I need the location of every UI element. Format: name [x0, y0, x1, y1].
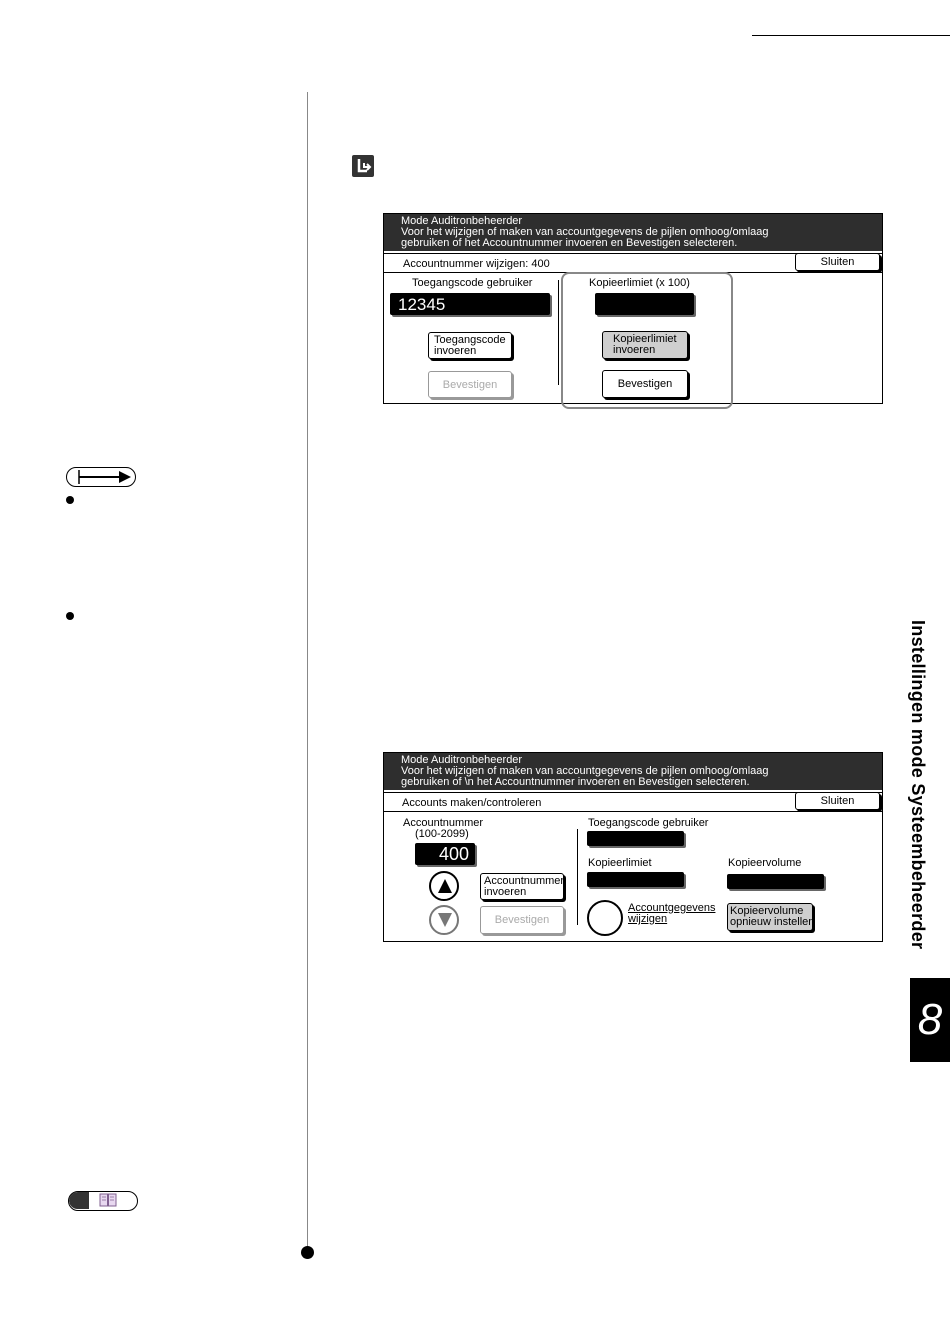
header-instruction: gebruiken of \n het Accountnummer invoeren en Bevestigen selecteren. [401, 776, 750, 788]
screen-header [384, 753, 882, 790]
arrow-up-icon [437, 878, 453, 894]
screen-header [384, 214, 882, 251]
close-button[interactable]: Sluiten [795, 253, 880, 271]
header-title: Mode Auditronbeheerder [401, 754, 523, 766]
bullet-point [66, 612, 74, 620]
account-number-label: Accountnummer [403, 817, 484, 829]
margin-line-end-dot [301, 1246, 314, 1259]
close-button[interactable]: Sluiten [795, 792, 880, 810]
subtitle: Accountnummer wijzigen: 400 [403, 258, 550, 270]
scroll-down-button[interactable] [429, 905, 459, 935]
scroll-up-button[interactable] [429, 871, 459, 901]
chapter-number-tab [910, 978, 950, 1062]
margin-line [307, 92, 308, 1252]
arrow-down-icon [437, 912, 453, 928]
column-divider [577, 829, 578, 925]
passcode-field [587, 831, 684, 846]
copy-limit-label: Kopieerlimiet [588, 857, 652, 869]
passcode-field: 12345 [390, 293, 550, 315]
passcode-label: Toegangscode gebruiker [412, 277, 533, 289]
enter-account-number-button[interactable]: Accountnummer invoeren [480, 873, 564, 900]
header-rule [752, 35, 950, 36]
confirm-account-button[interactable]: Bevestigen [480, 906, 564, 934]
copy-limit-label: Kopieerlimiet (x 100) [589, 277, 690, 289]
chapter-number: 8 [917, 995, 943, 1044]
account-number-field: 400 [415, 843, 475, 865]
change-account-data-toggle[interactable] [587, 900, 623, 936]
header-instruction: Voor het wijzigen of maken van accountgegevens de pijlen omhoog/omlaag [401, 226, 769, 238]
chapter-side-title: Instellingen mode Systeembeheerder [908, 620, 928, 950]
screen-create-accounts [383, 752, 883, 942]
column-divider [558, 280, 559, 385]
enter-copy-limit-button[interactable]: Kopieerlimiet invoeren [602, 331, 688, 359]
screen-change-account [383, 213, 883, 404]
passcode-label: Toegangscode gebruiker [588, 817, 709, 829]
confirm-passcode-button[interactable]: Bevestigen [428, 371, 512, 398]
header-title: Mode Auditronbeheerder [401, 215, 523, 227]
reset-copy-volume-button[interactable]: Kopieervolume opnieuw instellen [727, 903, 813, 931]
step-return-icon [352, 155, 374, 177]
subtitle: Accounts maken/controleren [402, 797, 542, 809]
copy-volume-label: Kopieervolume [728, 857, 802, 869]
copy-limit-field [595, 293, 694, 315]
enter-passcode-button[interactable]: Toegangscode invoeren [428, 332, 512, 359]
header-instruction: gebruiken of het Accountnummer invoeren en Bevestigen selecteren. [401, 237, 738, 249]
header-instruction: Voor het wijzigen of maken van accountgegevens de pijlen omhoog/omlaag [401, 765, 769, 777]
change-account-data-label[interactable]: Accountgegevens wijzigen [628, 902, 716, 925]
bullet-point [66, 496, 74, 504]
account-range-label: (100-2099) [415, 828, 469, 840]
confirm-copy-limit-button[interactable]: Bevestigen [602, 370, 688, 398]
copy-limit-field [587, 872, 684, 887]
note-arrow-icon [66, 467, 136, 487]
book-reference-icon [68, 1191, 138, 1211]
copy-volume-field [727, 874, 824, 889]
